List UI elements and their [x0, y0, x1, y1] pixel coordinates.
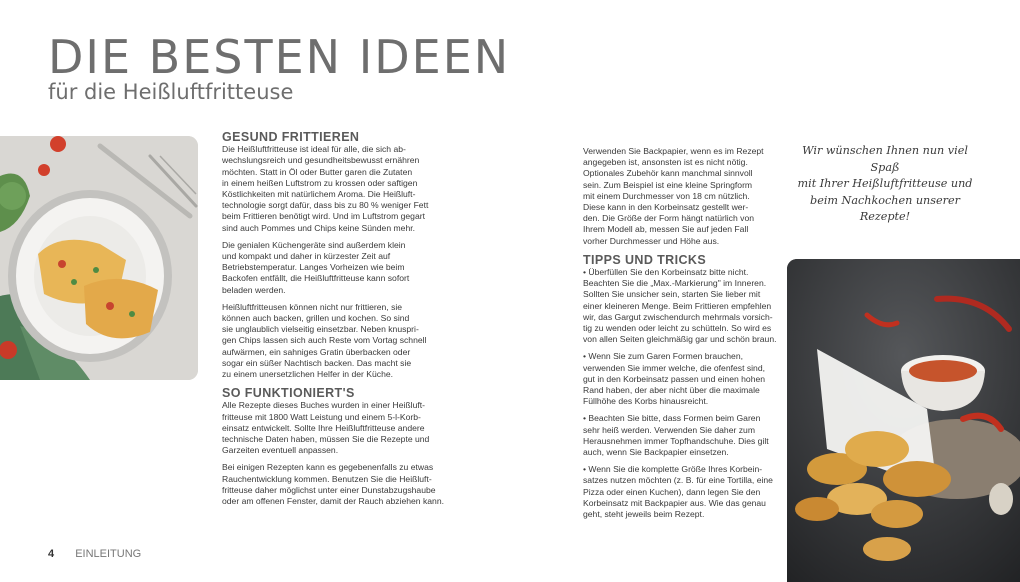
- text-line: einsatz entwickelt. Sollte Ihre Heißluftfritteuse andere: [222, 422, 425, 433]
- text-line: verwenden Sie immer welche, die ofenfest sind,: [583, 362, 765, 373]
- paragraph: [222, 144, 448, 234]
- paragraph: [583, 146, 773, 247]
- text-line: wechslungsreich und gesundheitsbewusst ernähren: [222, 155, 420, 166]
- text-line: Rand haben, der aber nicht über die maximale: [583, 385, 760, 396]
- text-line: und kompakt und daher in kürzester Zeit auf: [222, 251, 391, 262]
- tip-item: [583, 351, 773, 407]
- text-line: sogar ein süßer Nachtisch backen. Das macht sie: [222, 357, 412, 368]
- paragraph: [222, 462, 448, 507]
- text-line: mit einem Durchmesser von 18 cm nützlich.: [583, 190, 750, 201]
- text-line: Verwenden Sie Backpapier, wenn es im Rezept: [583, 146, 764, 156]
- text-line: Die Heißluftfritteuse ist ideal für alle, die sich ab-: [222, 144, 406, 155]
- text-line: fritteuse daher möglichst unter einer Dunstabzugshaube: [222, 484, 436, 495]
- chips-photo: [787, 259, 1020, 582]
- text-line: von allen Seiten gleichmäßig gar und schön braun.: [583, 334, 777, 345]
- section-label: EINLEITUNG: [75, 548, 142, 560]
- text-line: Betriebstemperatur. Langes Vorheizen wie beim: [222, 262, 405, 273]
- text-line: gen Chips lassen sich auch Reste vom Vortag schnell: [222, 335, 427, 346]
- text-line: wir, das Gargut zwischendurch mehrmals vorsich-: [583, 311, 773, 322]
- text-line: Backofen entfällt, die Heißluftfritteuse kann sofort: [222, 273, 410, 284]
- text-line: Garzeiten eventuell anpassen.: [222, 445, 339, 456]
- text-line: können auch backen, grillen und kochen. So sind: [222, 313, 410, 324]
- text-line: gut in den Korbeinsatz passen und einen hohen: [583, 373, 766, 384]
- text-line: Bei einigen Rezepten kann es gegebenenfalls zu etwas: [222, 462, 434, 473]
- text-line: Ihrem Modell ab, messen Sie auf jeden Fall: [583, 224, 749, 235]
- text-line: fritteuse mit 1800 Watt Leistung und einem 5-l-Korb-: [222, 411, 421, 422]
- text-line: vorher Durchmesser und Höhe aus.: [583, 235, 720, 246]
- text-line: • Beachten Sie bitte, dass Formen beim Garen: [583, 413, 761, 424]
- text-line: Pizza oder einen Kuchen), dann legen Sie den: [583, 486, 761, 497]
- text-line: Köstlichkeiten mit natürlichem Aroma. Die Heißluft-: [222, 189, 416, 200]
- text-line: satzes nutzen möchten (z. B. für eine Tortilla, eine: [583, 475, 773, 486]
- text-line: Füllhöhe des Korbs hinausreicht.: [583, 396, 709, 407]
- text-line: beim Frittieren benötigt wird. Und im Luftstrom gegart: [222, 211, 425, 222]
- heading-gesund-frittieren: GESUND FRITTIEREN: [222, 130, 360, 144]
- quote-line: beim Nachkochen unserer Rezepte!: [810, 193, 960, 223]
- text-line: sehr heiß werden. Verwenden Sie daher zum: [583, 424, 755, 435]
- page-subtitle: für die Heißluftfritteuse: [48, 80, 294, 104]
- text-column-middle: [583, 146, 777, 526]
- text-line: in einem heißen Luftstrom zu krossen oder saftigen: [222, 177, 418, 188]
- page-title: DIE BESTEN IDEEN: [48, 30, 511, 84]
- omelette-plate-photo: [0, 136, 198, 380]
- text-line: Die genialen Küchengeräte sind außerdem klein: [222, 239, 406, 250]
- text-line: tig zu wenden oder leicht zu schütteln. So wird es: [583, 323, 772, 334]
- text-line: angegeben ist, ansonsten ist es nicht nötig.: [583, 157, 748, 168]
- page-footer: [48, 548, 141, 560]
- text-line: Alle Rezepte dieses Buches wurden in einer Heißluft-: [222, 400, 426, 411]
- closing-quote: [790, 143, 980, 226]
- text-line: aufwärmen, ein sahniges Gratin überbacken oder: [222, 346, 411, 357]
- text-line: Rauchentwicklung kommen. Benutzen Sie die Heißluft-: [222, 473, 432, 484]
- text-line: auch, wenn Sie Backpapier einsetzen.: [583, 447, 729, 458]
- tip-item: [583, 413, 773, 458]
- text-line: einer kleineren Menge. Beim Frittieren empfehlen: [583, 300, 772, 311]
- text-line: technische Daten haben, müssen Sie die Rezepte und: [222, 434, 430, 445]
- text-line: Herausnehmen immer Topfhandschuhe. Dies gilt: [583, 435, 769, 446]
- paragraph: [222, 240, 448, 296]
- tip-item: [583, 267, 777, 345]
- quote-line: Wir wünschen Ihnen nun viel Spaß: [802, 144, 968, 174]
- paragraph: [222, 400, 448, 456]
- heading-tipps-und-tricks: TIPPS UND TRICKS: [583, 252, 707, 267]
- text-line: oder am offenen Fenster, damit der Rauch abziehen kann.: [222, 496, 444, 507]
- text-line: beladen werden.: [222, 284, 286, 295]
- text-line: • Überfüllen Sie den Korbeinsatz bitte nicht.: [583, 267, 749, 278]
- text-line: Optionales Zubehör kann manchmal sinnvoll: [583, 168, 753, 179]
- page-number: 4: [48, 548, 55, 560]
- text-line: technologie sorgt dafür, dass bis zu 80 % weniger Fett: [222, 200, 429, 211]
- text-line: Beachten Sie die „Max.-Markierung" im Inneren.: [583, 278, 767, 289]
- text-line: Heißluftfritteusen können nicht nur frittieren, sie: [222, 301, 403, 312]
- text-line: sein. Zum Beispiel ist eine kleine Springform: [583, 179, 753, 190]
- text-column-left: [222, 132, 448, 513]
- heading-so-funktionierts: SO FUNKTIONIERT'S: [222, 386, 355, 401]
- text-line: • Wenn Sie zum Garen Formen brauchen,: [583, 351, 743, 362]
- text-line: Sollten Sie unsicher sein, starten Sie lieber mit: [583, 289, 761, 300]
- quote-line: mit Ihrer Heißluftfritteuse und: [797, 177, 973, 190]
- text-line: Korbeinsatz mit Backpapier aus. Wie das genau: [583, 497, 766, 508]
- paragraph: [222, 302, 448, 380]
- text-line: zu einem unersetzlichen Helfer in der Küche.: [222, 369, 394, 380]
- text-line: sind auch Pommes und Chips keine Sünden mehr.: [222, 222, 415, 233]
- text-line: sie unglaublich vielseitig einsetzbar. Neben knuspri-: [222, 324, 419, 335]
- text-line: möchten. Statt in Öl oder Butter garen die Zutaten: [222, 166, 413, 177]
- tip-item: [583, 464, 773, 520]
- text-line: • Wenn Sie die komplette Größe Ihres Korbein-: [583, 464, 763, 475]
- text-line: geht, steht jeweils beim Rezept.: [583, 509, 705, 520]
- text-line: den. Die Größe der Form hängt natürlich von: [583, 213, 755, 224]
- text-line: Diese kann in den Korbeinsatz gestellt wer-: [583, 202, 749, 213]
